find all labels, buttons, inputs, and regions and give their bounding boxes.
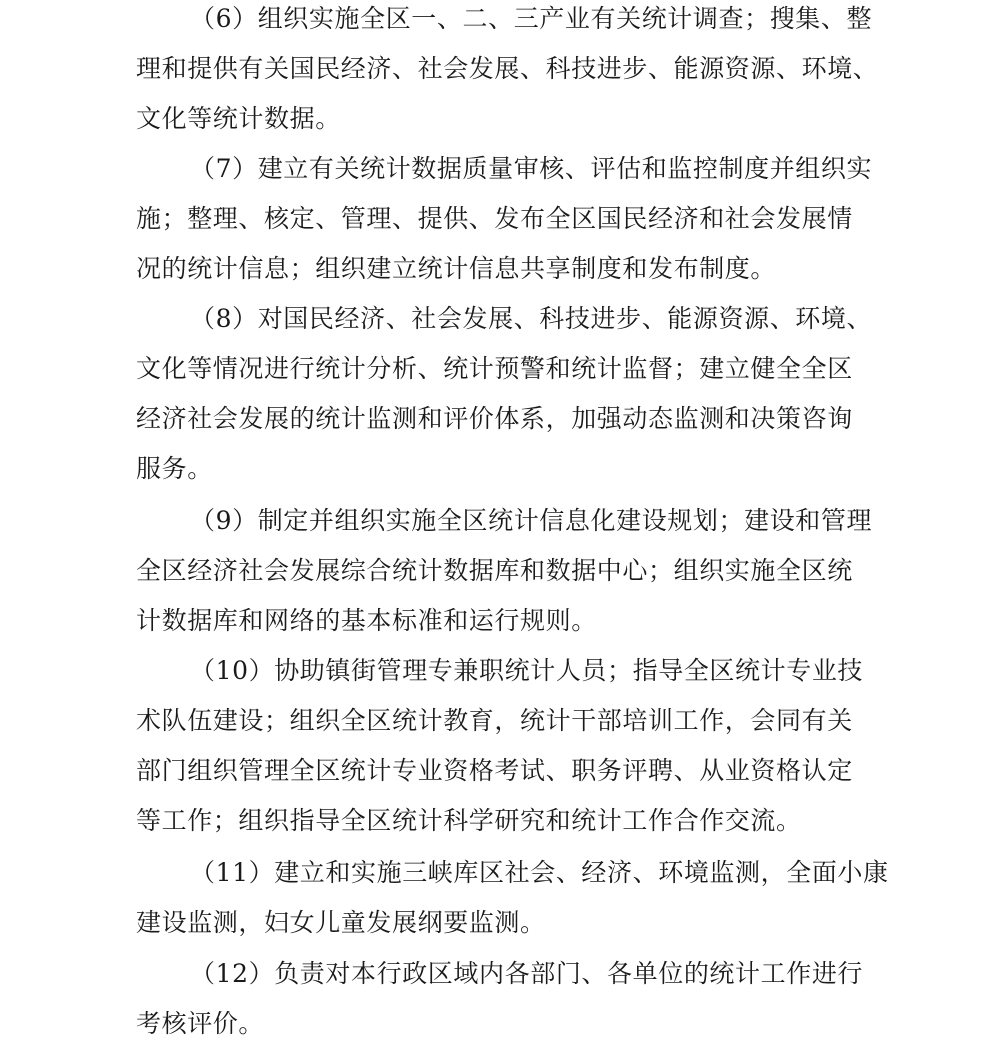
- paragraph-7-line-3: 况的统计信息；组织建立统计信息共享制度和发布制度。: [136, 254, 777, 283]
- paragraph-9-line-1: （9）制定并组织实施全区统计信息化建设规划；建设和管理: [190, 506, 873, 535]
- paragraph-10-line-1: （10）协助镇街管理专兼职统计人员；指导全区统计专业技: [190, 656, 864, 685]
- paragraph-6-line-2: 理和提供有关国民经济、社会发展、科技进步、能源资源、环境、: [136, 54, 879, 83]
- paragraph-11-line-1: （11）建立和实施三峡库区社会、经济、环境监测，全面小康: [190, 858, 889, 887]
- paragraph-8-line-4: 服务。: [136, 454, 213, 483]
- paragraph-8-line-1: （8）对国民经济、社会发展、科技进步、能源资源、环境、: [190, 304, 873, 333]
- paragraph-10-line-2: 术队伍建设；组织全区统计教育，统计干部培训工作，会同有关: [136, 706, 853, 735]
- paragraph-9-line-2: 全区经济社会发展综合统计数据库和数据中心；组织实施全区统: [136, 556, 853, 585]
- paragraph-8-line-3: 经济社会发展的统计监测和评价体系，加强动态监测和决策咨询: [136, 404, 853, 433]
- paragraph-10-line-4: 等工作；组织指导全区统计科学研究和统计工作合作交流。: [136, 806, 802, 835]
- paragraph-12-line-2: 考核评价。: [136, 1009, 265, 1038]
- paragraph-6-line-1: （6）组织实施全区一、二、三产业有关统计调查；搜集、整: [190, 4, 873, 33]
- paragraph-7-line-2: 施；整理、核定、管理、提供、发布全区国民经济和社会发展情: [136, 204, 853, 233]
- paragraph-6-line-3: 文化等统计数据。: [136, 104, 341, 133]
- paragraph-7-line-1: （7）建立有关统计数据质量审核、评估和监控制度并组织实: [190, 154, 873, 183]
- paragraph-12-line-1: （12）负责对本行政区域内各部门、各单位的统计工作进行: [190, 959, 864, 988]
- paragraph-8-line-2: 文化等情况进行统计分析、统计预警和统计监督；建立健全全区: [136, 354, 853, 383]
- paragraph-10-line-3: 部门组织管理全区统计专业资格考试、职务评聘、从业资格认定: [136, 756, 853, 785]
- paragraph-11-line-2: 建设监测，妇女儿童发展纲要监测。: [136, 908, 546, 937]
- paragraph-9-line-3: 计数据库和网络的基本标准和运行规则。: [136, 606, 597, 635]
